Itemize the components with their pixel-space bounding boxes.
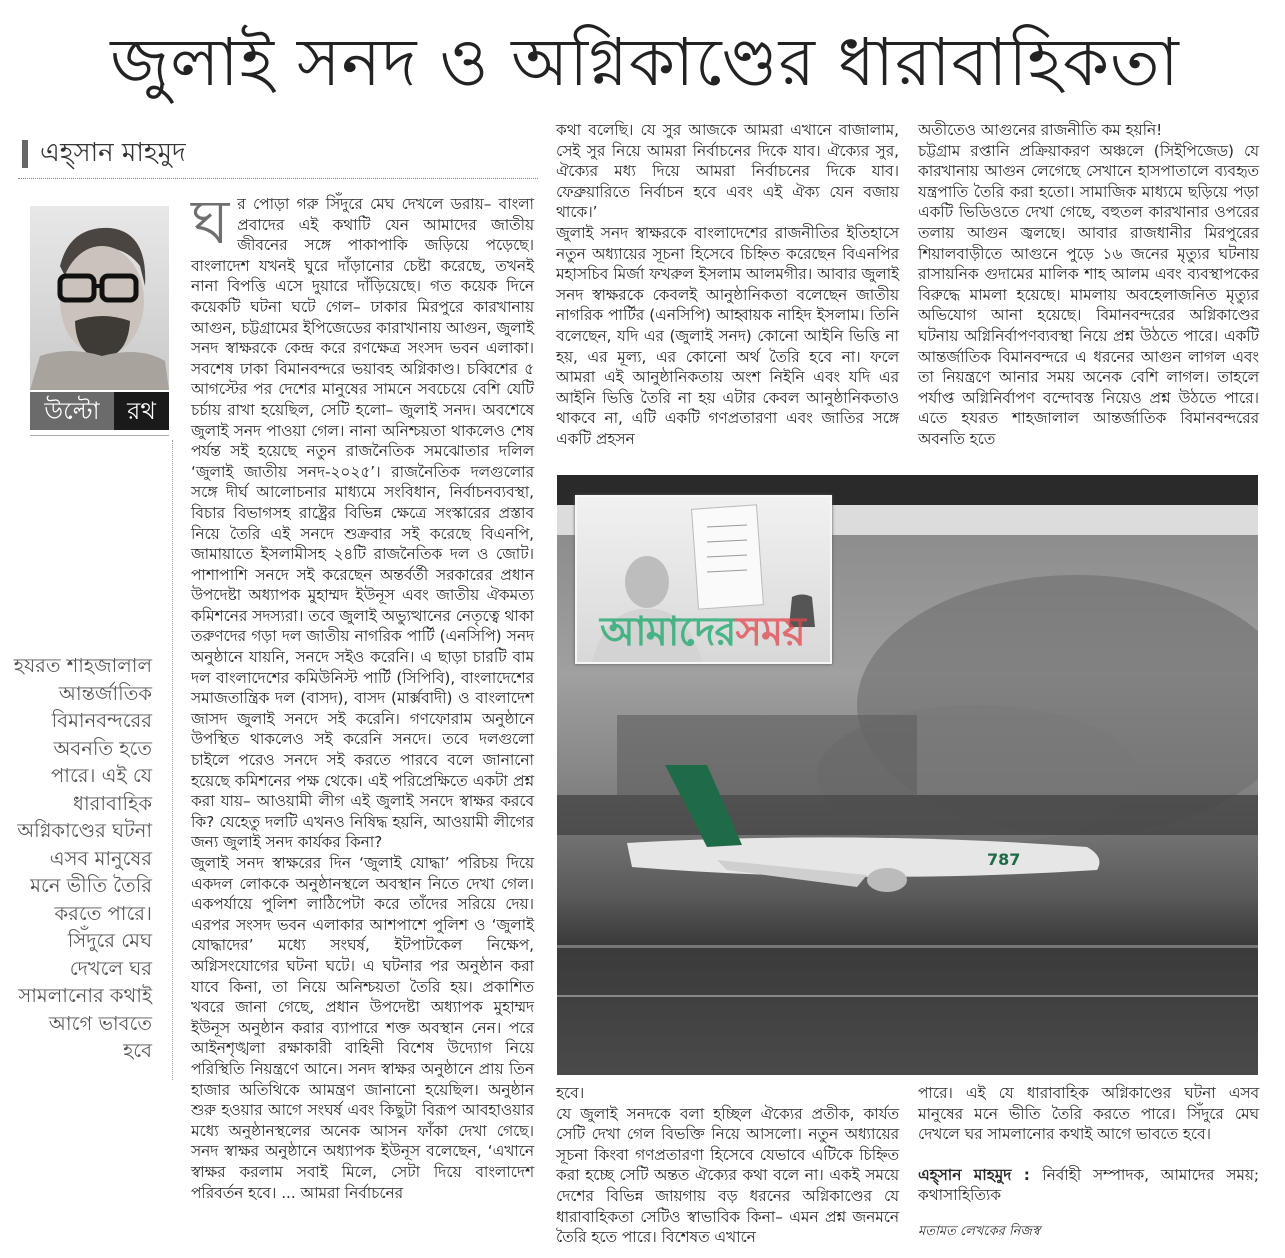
author-photo xyxy=(30,206,169,390)
byline-bar xyxy=(22,140,28,168)
article-column-3-bottom xyxy=(918,1083,1259,1243)
column-name-label xyxy=(30,392,169,430)
bio-name: এহ্‌সান মাহমুদ xyxy=(918,1165,1012,1184)
paragraph: কথা বলেছি। যে সুর আজকে আমরা এখানে বাজালাম, সেই সুর নিয়ে আমরা নির্বাচনের দিকে যাব। ঐক্যের সুর, ঐক্যের মধ্য দিয়ে আমরা নির্বাচনের দিকে যাব। ফেব্রুয়ারিতে নির্বাচন হবে এবং এই ঐক্য যেন বজায় থাকে।’ xyxy=(556,121,899,222)
pull-quote-line: সামলানোর কথাই xyxy=(18,984,152,1007)
divider xyxy=(18,178,538,179)
byline xyxy=(22,132,186,176)
pull-quote-line: বিমানবন্দরের xyxy=(51,709,152,732)
pull-quote-line: অবনতি হতে xyxy=(53,736,152,760)
column-name-part2: রথ xyxy=(114,392,169,430)
divider xyxy=(30,435,169,436)
article-column-2-top xyxy=(556,120,899,450)
pull-quote-line: দেখলে ঘর xyxy=(69,956,152,980)
article-column-2-bottom xyxy=(556,1083,899,1248)
author-portrait-icon xyxy=(30,206,169,390)
drop-cap: ঘ xyxy=(191,185,230,258)
headline: জুলাই সনদ ও অগ্নিকাণ্ডের ধারাবাহিকতা xyxy=(110,24,1180,101)
pull-quote-line: হবে xyxy=(123,1039,152,1062)
newspaper-watermark-logo: আমাদেরসময় xyxy=(600,609,805,655)
pull-quote-line: অগ্নিকাণ্ডের ঘটনা xyxy=(17,819,152,842)
pull-quote-line: সিঁদুরে মেঘ xyxy=(67,929,152,952)
article-column-1 xyxy=(191,185,534,1203)
paragraph: জুলাই সনদ স্বাক্ষরের দিন ‘জুলাই যোদ্ধা’ পরিচয় দিয়ে একদল লোককে অনুষ্ঠানস্থলে অবস্থান নিতে দেখা গেল। একপর্যায়ে পুলিশ লাঠিপেটা করে তাঁদের সরিয়ে দেয়। এরপর সংসদ ভবন এলাকার আশপাশে পুলিশ ও ‘জুলাই যোদ্ধাদের’ মধ্যে সংঘর্ষ, ইটপাটকেল নিক্ষেপ, অগ্নিসংযোগের ঘটনা ঘটে। এ ঘটনার পর অনুষ্ঠান করা যাবে কিনা, তা নিয়ে অনিশ্চয়তা তৈরি হয়। প্রকাশিত খবরে জানা গেছে, প্রধান উপদেষ্টা অধ্যাপক মুহাম্মদ ইউনূস অনুষ্ঠান করার ব্যাপারে শক্ত অবস্থান নেন। পরে আইনশৃঙ্খলা রক্ষাকারী বাহিনী বিশেষ উদ্যোগ নিয়ে পরিস্থিতি নিয়ন্ত্রণে আনে। সনদ স্বাক্ষর অনুষ্ঠানে প্রায় তিন হাজার অতিথিকে আমন্ত্রণ জানানো হয়েছিল। অনুষ্ঠান শুরু হওয়ার আগে সংঘর্ষ এবং কিছুটা বিরূপ আবহাওয়ার মধ্যে অনুষ্ঠানস্থলের অনেক আসন ফাঁকা দেখা গেছে। সনদ স্বাক্ষর অনুষ্ঠানে অধ্যাপক ইউনূস বলেছেন, ‘এখানে স্বাক্ষর করলাম সবাই মিলে, সেটা দিয়ে বাংলাদেশ পরিবর্তন হবে। ... আমরা নির্বাচনের xyxy=(191,854,534,1202)
paragraph: যে জুলাই সনদকে বলা হচ্ছিল ঐক্যের প্রতীক, কার্যত সেটি দেখা গেল বিভক্তি নিয়ে আসলো। নতুন অধ্যায়ের সূচনা কিংবা গণপ্রতারণা হিসেবে যেভাবে এটিকে চিহ্নিত করা হচ্ছে সেটি অন্তত ঐক্যের কথা বলে না। একই সময়ে দেশের বিভিন্ন জায়গায় বড় ধরনের অগ্নিকাণ্ডের যে ধারাবাহিকতা সেটিও স্বাভাবিক কিনা– এমন প্রশ্ন জনমনে তৈরি হতে পারে। বিশেষত এখানে xyxy=(556,1104,899,1247)
disclaimer: মতামত লেখকের নিজস্ব xyxy=(918,1223,1040,1239)
pull-quote-line: এসব মানুষের xyxy=(49,846,152,870)
paragraph: অতীতেও আগুনের রাজনীতি কম হয়নি! xyxy=(918,121,1163,139)
paragraph: জুলাই সনদ স্বাক্ষরকে বাংলাদেশের রাজনীতির ইতিহাসে নতুন অধ্যায়ের সূচনা হিসেবে চিহ্নিত করেছেন বিএনপির মহাসচিব মির্জা ফখরুল ইসলাম আলমগীর। আবার জুলাই সনদ স্বাক্ষরকে কেবলই আনুষ্ঠানিকতা বলেছেন জাতীয় নাগরিক পার্টির (এনসিপি) আহ্বায়ক নাহিদ ইসলাম। তিনি বলেছেন, যদি এর (জুলাই সনদ) কোনো আইনি ভিত্তি না হয়, এর মূল্য, এর কোনো অর্থ তৈরি হবে না। ফলে আমরা এই আনুষ্ঠানিকতায় অংশ নিইনি এবং যদি এর আইনি ভিত্তি তৈরি না হয় এটার কেবল আনুষ্ঠানিকতাও থাকবে না, এটি একটি গণপ্রতারণা এবং জাতির সঙ্গে একটি প্রহসন xyxy=(556,223,899,448)
article-column-3-top xyxy=(918,120,1259,450)
bio-text: নির্বাহী সম্পাদক, আমাদের সময়; কথাসাহিত্যিক xyxy=(918,1165,1259,1205)
pull-quote xyxy=(0,652,152,1065)
paragraph: হবে। xyxy=(556,1084,585,1102)
vertical-divider xyxy=(172,440,173,1080)
pull-quote-line: পারে। এই যে xyxy=(51,764,152,787)
paragraph xyxy=(191,185,534,853)
airplane-livery-787: 787 xyxy=(987,850,1021,869)
pull-quote-line: আগে ভাবতে xyxy=(48,1011,152,1035)
pull-quote-line: আন্তর্জাতিক xyxy=(58,681,152,705)
bio-separator: : xyxy=(1011,1165,1043,1184)
pull-quote-line: মনে ভীতি তৈরি xyxy=(30,874,152,897)
pull-quote-line: করতে পারে। xyxy=(54,901,152,925)
author-name: এহ্‌সান মাহমুদ xyxy=(40,138,186,168)
paragraph-text: র পোড়া গরু সিঁদুরে মেঘ দেখলে ডরায়– বাংলা প্রবাদের এই কথাটি যেন আমাদের জাতীয় জীবনের সঙ্গে পাকাপাকি জড়িয়ে পড়েছে। বাংলাদেশ যখনই ঘুরে দাঁড়ানোর চেষ্টা করেছে, তখনই নানা বিপত্তি এসে দুয়ারে দাঁড়িয়েছে। গত কয়েক দিনে কয়েকটি ঘটনা ঘটে গেল– ঢাকার মিরপুরে কারখানায় আগুন, চট্টগ্রামের ইপিজেডের কারাখানায় আগুন, জুলাই সনদ স্বাক্ষরকে কেন্দ্র করে রণক্ষেত্র সংসদ ভবন এলাকা। সবশেষ ঢাকা বিমানবন্দরে ভয়াবহ অগ্নিকাণ্ড। চব্বিশের ৫ আগস্টের পর দেশের মানুষের সামনে সবচেয়ে বেশি যেটি চর্চায় রাখা হয়েছিল, সেটি হলো– জুলাই সনদ। অবশেষে জুলাই সনদ পাওয়া গেল। নানা অনিশ্চয়তা থাকলেও শেষ পর্যন্ত সই হয়েছে নতুন রাজনৈতিক সমঝোতার দলিল ‘জুলাই জাতীয় সনদ-২০২৫’। রাজনৈতিক দলগুলোর সঙ্গে দীর্ঘ আলোচনার মাধ্যমে সংবিধান, নির্বাচনব্যবস্থা, বিচার বিভাগসহ রাষ্ট্রের বিভিন্ন ক্ষেত্রে সংস্কারের প্রস্তাব নিয়ে তৈরি এই সনদে শুক্রবার সই করেছে বিএনপি, জামায়াতে ইসলামীসহ ২৪টি রাজনৈতিক দল ও জোট। পাশাপাশি সনদে সই করেছেন অন্তর্বর্তী সরকারের প্রধান উপদেষ্টা অধ্যাপক মুহাম্মদ ইউনূস এবং জাতীয় ঐকমত্য কমিশনের সদস্যরা। তবে জুলাই অভ্যুত্থানের নেতৃত্বে থাকা তরুণদের গড়া দল জাতীয় নাগরিক পার্টি (এনসিপি) সনদ অনুষ্ঠানে যায়নি, সনদে সইও করেনি। এ ছাড়া চারটি বাম দল বাংলাদেশের কমিউনিস্ট পার্টি (সিপিবি), বাংলাদেশের সমাজতান্ত্রিক দল (বাসদ), বাসদ (মার্ক্সবাদী) ও বাংলাদেশ জাসদ জুলাই সনদে সই করেনি। গণফোরাম অনুষ্ঠানে উপস্থিত থাকলেও সই করেনি সনদে। তবে দলগুলো চাইলে পরেও সনদে সই করতে পারবে বলে জানানো হয়েছে কমিশনের পক্ষ থেকে। এই পরিপ্রেক্ষিতে একটা প্রশ্ন করা যায়– আওয়ামী লীগ এই জুলাই সনদে স্বাক্ষর করবে কি? যেহেতু দলটি এখনও নিষিদ্ধ হয়নি, আওয়ামী লীগের জন্য জুলাই সনদ কার্যকর কিনা? xyxy=(191,195,534,852)
pull-quote-line: হযরত শাহজালাল xyxy=(13,654,152,677)
paragraph: পারে। এই যে ধারাবাহিক অগ্নিকাণ্ডের ঘটনা এসব মানুষের মনে ভীতি তৈরি করতে পারে। সিঁদুরে মেঘ দেখলে ঘর সামলানোর কথাই আগে ভাবতে হবে। xyxy=(918,1084,1259,1144)
pull-quote-line: ধারাবাহিক xyxy=(73,791,152,815)
author-bio xyxy=(918,1165,1259,1206)
paragraph: চট্টগ্রাম রপ্তানি প্রক্রিয়াকরণ অঞ্চলে (সিইপিজেড) যে কারখানায় আগুন লেগেছে সেখানে হাসপাতালে ব্যবহৃত যন্ত্রপাতি তৈরি করা হতো। সামাজিক মাধ্যমে ছড়িয়ে পড়া একটি ভিডিওতে দেখা গেছে, বহুতল কারখানার ওপরের তলায় আগুন জ্বলছে। আবার রাজধানীর মিরপুরের শিয়ালবাড়ীতে আগুনে পুড়ে ১৬ জনের মৃত্যুর ঘটনায় রাসায়নিক গুদামের মালিক শাহ আলম এবং ব্যবস্থাপকের বিরুদ্ধে মামলা হয়েছে। মামলায় অবহেলাজনিত মৃত্যুর অভিযোগ আনা হয়েছে। বিমানবন্দরের অগ্নিকাণ্ডের ঘটনায় অগ্নিনির্বাপণব্যবস্থা নিয়ে প্রশ্ন উঠতে পারে। একটি আন্তর্জাতিক বিমানবন্দরে এ ধরনের আগুন লাগল এবং তা নিয়ন্ত্রণে আনার সময় অনেক বেশি লাগল। তাহলে পর্যাপ্ত অগ্নিনির্বাপণ বন্দোবস্ত নিয়েও প্রশ্ন উঠতে পারে। এতে হযরত শাহজালাল আন্তর্জাতিক বিমানবন্দরের অবনতি হতে xyxy=(918,141,1259,448)
column-name-part1: উল্টো xyxy=(30,392,114,430)
